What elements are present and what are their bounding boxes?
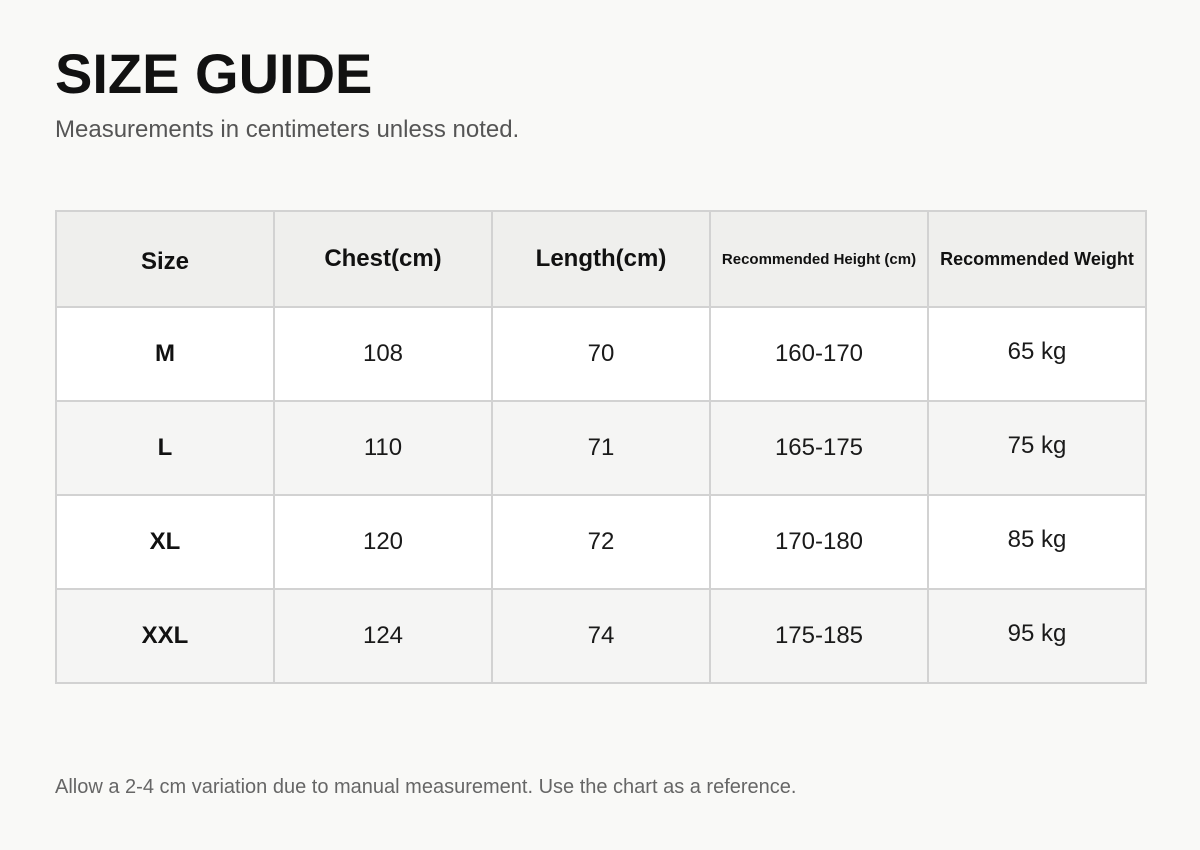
length-cell: 72	[492, 495, 710, 589]
length-cell: 71	[492, 401, 710, 495]
table-header	[56, 211, 1146, 307]
weight-cell: 95 kg	[928, 589, 1146, 683]
length-cell: 74	[492, 589, 710, 683]
height-cell: 160-170	[710, 307, 928, 401]
header-row	[56, 211, 1146, 307]
table-row	[56, 589, 1146, 683]
table-row	[56, 401, 1146, 495]
column-header-recommended-height: Recommended Height (cm)	[710, 211, 928, 307]
column-header-recommended-weight: Recommended Weight	[928, 211, 1146, 307]
table-row	[56, 495, 1146, 589]
footer-note: Allow a 2-4 cm variation due to manual measurement. Use the chart as a reference.	[55, 776, 797, 798]
column-header-chest: Chest(cm)	[274, 211, 492, 307]
height-cell: 175-185	[710, 589, 928, 683]
height-cell: 165-175	[710, 401, 928, 495]
table-row	[56, 307, 1146, 401]
size-cell: XXL	[56, 589, 274, 683]
weight-cell: 75 kg	[928, 401, 1146, 495]
column-header-size: Size	[56, 211, 274, 307]
table-body	[56, 307, 1146, 683]
weight-cell: 85 kg	[928, 495, 1146, 589]
size-cell: XL	[56, 495, 274, 589]
size-cell: M	[56, 307, 274, 401]
chest-cell: 120	[274, 495, 492, 589]
height-cell: 170-180	[710, 495, 928, 589]
weight-cell: 65 kg	[928, 307, 1146, 401]
size-cell: L	[56, 401, 274, 495]
page-subtitle: Measurements in centimeters unless noted.	[55, 116, 520, 143]
size-table	[55, 210, 1147, 684]
chest-cell: 124	[274, 589, 492, 683]
page-title: SIZE GUIDE	[55, 42, 373, 105]
column-header-length: Length(cm)	[492, 211, 710, 307]
length-cell: 70	[492, 307, 710, 401]
chest-cell: 110	[274, 401, 492, 495]
chest-cell: 108	[274, 307, 492, 401]
